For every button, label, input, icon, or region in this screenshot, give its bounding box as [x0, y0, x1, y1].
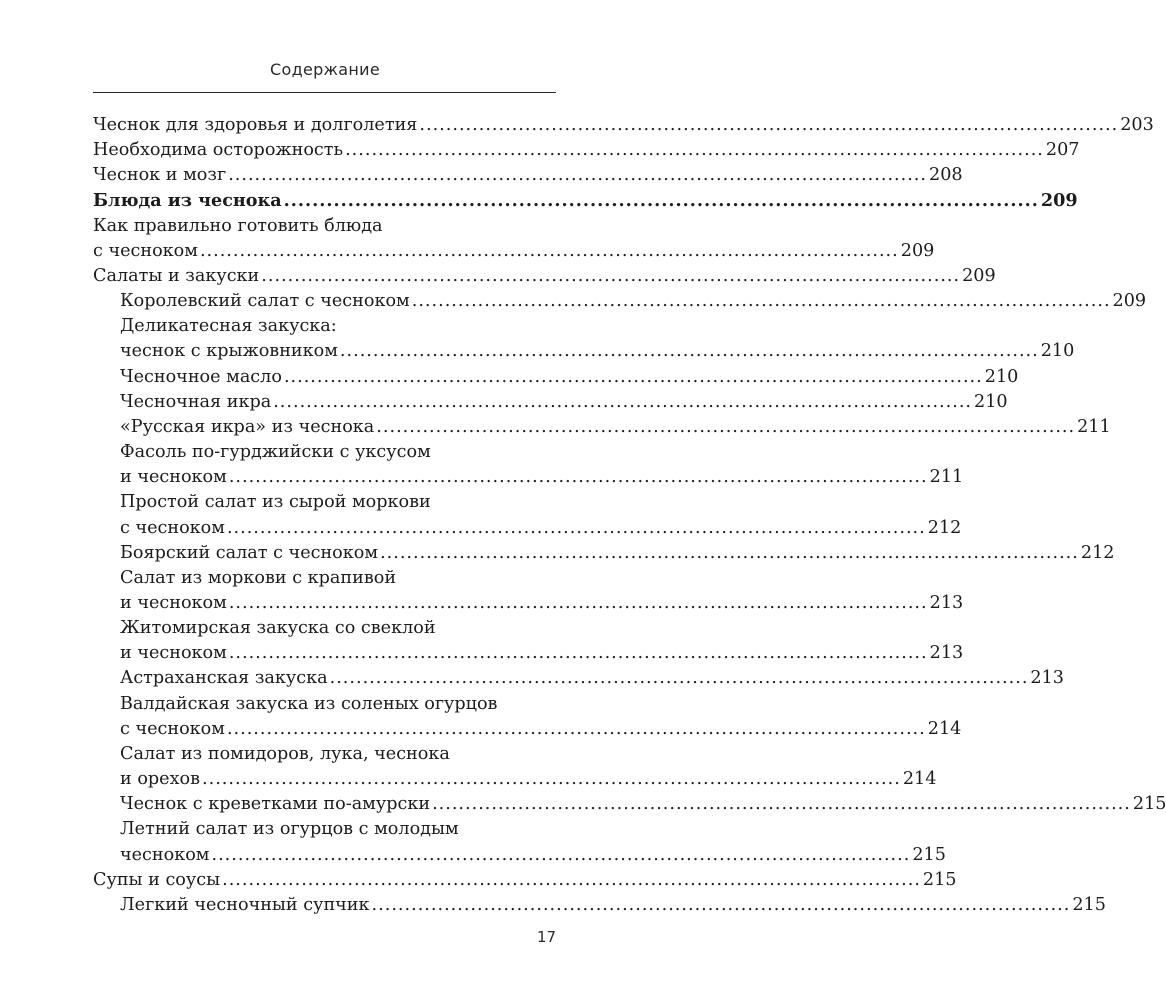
page-number: 17	[537, 928, 557, 946]
toc-entry-text: с чесноком	[120, 517, 225, 538]
dot-leader	[229, 643, 928, 663]
toc-entry-text: Чесночное масло	[120, 366, 282, 387]
running-header: Содержание	[270, 60, 380, 79]
toc-entry	[93, 188, 1078, 213]
toc-entry-row	[93, 465, 964, 490]
toc-entry-row	[93, 365, 1019, 390]
toc-entry	[93, 868, 957, 893]
toc-entry-text: Как правильно готовить блюда	[93, 215, 383, 236]
dot-leader	[273, 392, 972, 412]
toc-subentry	[93, 390, 1008, 415]
dot-leader	[227, 518, 926, 538]
toc-page-number: 213	[929, 643, 964, 664]
toc-subentry	[93, 490, 962, 540]
toc-page-number: 215	[922, 869, 957, 890]
toc-entry-text: с чесноком	[93, 240, 198, 261]
dot-leader	[229, 467, 928, 487]
toc-entry-row	[93, 516, 962, 541]
dot-leader	[229, 593, 928, 613]
toc-entry-text: Чеснок для здоровья и долголетия	[93, 115, 418, 135]
toc-subentry	[93, 817, 946, 867]
toc-entry-text: Простой салат из сырой моркови	[120, 492, 431, 513]
toc-page-number: 212	[1080, 542, 1115, 563]
toc-page-number: 214	[927, 718, 962, 739]
toc-page-number: 215	[1072, 894, 1106, 915]
toc-entry-text: Необходима осторожность	[93, 140, 344, 161]
toc-page-number: 208	[929, 165, 963, 186]
dot-leader	[284, 190, 1039, 211]
toc-entry-row	[93, 163, 963, 188]
toc-entry-text: и чесноком	[120, 592, 227, 613]
toc-entry-row	[93, 138, 1080, 163]
toc-entry-text: с чесноком	[120, 718, 225, 739]
dot-leader	[380, 543, 1079, 563]
toc-page-number: 207	[1045, 140, 1080, 161]
toc-subentry	[93, 415, 1111, 440]
toc-entry-text: Астраханская закуска	[120, 668, 328, 689]
toc-entry-row	[93, 264, 996, 289]
toc-entry-text: Чеснок и мозг	[93, 165, 227, 186]
toc-page-number: 212	[927, 517, 962, 538]
dot-leader	[212, 845, 911, 865]
dot-leader	[202, 769, 901, 789]
toc-page-number: 211	[1077, 416, 1111, 437]
toc-subentry	[93, 893, 1106, 918]
toc-page-number: 209	[1040, 190, 1078, 212]
toc-subentry	[93, 792, 1166, 817]
dot-leader	[284, 367, 983, 387]
toc-entry-row	[93, 591, 964, 616]
toc-entry-text: Валдайская закуска из соленых огурцов	[120, 693, 498, 714]
toc-subentry	[93, 440, 964, 490]
toc-subentry	[93, 616, 964, 666]
dot-leader	[419, 115, 1118, 135]
toc-entry-text: Королевский салат с чесноком	[120, 291, 410, 312]
toc-entry-row	[93, 792, 1166, 817]
toc-entry-row	[93, 843, 946, 868]
toc-page-number: 209	[1112, 291, 1147, 312]
toc-subentry	[93, 666, 1065, 691]
toc-entry-text: и орехов	[120, 769, 201, 790]
toc-entry-row	[93, 113, 1154, 138]
toc-subentry	[93, 365, 1019, 390]
toc-entry-text: Легкий чесночный супчик	[120, 894, 370, 915]
toc-entry-text: Блюда из чеснока	[93, 190, 282, 212]
toc-entry-text: Деликатесная закуска:	[120, 316, 337, 337]
dot-leader	[345, 140, 1044, 160]
toc-page-number: 209	[900, 240, 935, 261]
toc-subentry	[93, 566, 964, 616]
toc-entry-row	[93, 339, 1075, 364]
dot-leader	[228, 165, 927, 185]
dot-leader	[200, 241, 899, 261]
toc-entry-row	[93, 239, 935, 264]
dot-leader	[376, 417, 1075, 437]
toc-entry-row	[93, 390, 1008, 415]
toc-entry-text: и чесноком	[120, 467, 227, 488]
toc-entry-row	[93, 415, 1111, 440]
dot-leader	[432, 794, 1131, 814]
toc-page-number: 210	[1040, 341, 1075, 362]
toc-page-number: 213	[1030, 668, 1065, 689]
dot-leader	[261, 266, 960, 286]
toc-page-number: 210	[984, 366, 1019, 387]
toc-entry-row	[93, 717, 962, 742]
dot-leader	[372, 895, 1071, 915]
toc-subentry	[93, 742, 937, 792]
toc-entry	[93, 163, 963, 188]
toc-subentry	[93, 289, 1147, 314]
toc-subentry	[93, 541, 1115, 566]
toc-entry-row	[93, 289, 1147, 314]
toc-page-number: 210	[974, 391, 1008, 412]
dot-leader	[222, 870, 921, 890]
dot-leader	[227, 719, 926, 739]
toc-entry-row	[93, 641, 964, 666]
toc-entry-text: Супы и соусы	[93, 869, 221, 890]
toc-entry-text: чеснок с крыжовником	[120, 341, 338, 362]
toc-entry-text: Боярский салат с чесноком	[120, 542, 379, 563]
toc-entry-text: чесноком	[120, 844, 210, 865]
toc-page-number: 209	[962, 265, 996, 286]
toc-entry-text: Чесночная икра	[120, 391, 272, 412]
toc-entry-row	[93, 868, 957, 893]
toc-entry-text: Салат из помидоров, лука, чеснока	[120, 743, 450, 764]
toc-page-number: 213	[929, 592, 964, 613]
header-rule	[93, 92, 556, 93]
toc-entry-text: Летний салат из огурцов с молодым	[120, 819, 459, 840]
toc-entry-row	[93, 188, 1078, 213]
toc-page-number: 215	[912, 844, 946, 865]
toc-entry-text: Фасоль по-гурджийски с уксусом	[120, 442, 431, 463]
toc-subentry	[93, 692, 962, 742]
toc-entry-row	[93, 893, 1106, 918]
toc-entry-row	[93, 767, 937, 792]
toc-entry-text: «Русская икра» из чеснока	[120, 416, 375, 437]
toc-entry-text: Житомирская закуска со свеклой	[120, 618, 436, 639]
toc-entry-text: и чесноком	[120, 643, 227, 664]
toc-entry-text: Салаты и закуски	[93, 265, 260, 286]
toc-entry-row	[93, 666, 1065, 691]
toc-page-number: 214	[902, 769, 937, 790]
toc-page-number: 203	[1120, 115, 1154, 135]
toc-entry-text: Салат из моркови с крапивой	[120, 567, 397, 588]
dot-leader	[340, 341, 1039, 361]
toc-entry	[93, 214, 935, 264]
dot-leader	[330, 668, 1029, 688]
table-of-contents	[93, 113, 1166, 918]
toc-entry	[93, 264, 996, 289]
toc-page-number: 215	[1132, 794, 1166, 815]
toc-entry-row	[93, 541, 1115, 566]
toc-page-number: 211	[929, 467, 964, 488]
toc-entry-text: Чеснок с креветками по-амурски	[120, 794, 431, 815]
toc-subentry	[93, 314, 1075, 364]
dot-leader	[412, 291, 1111, 311]
toc-entry	[93, 138, 1080, 163]
toc-entry	[93, 113, 1154, 138]
